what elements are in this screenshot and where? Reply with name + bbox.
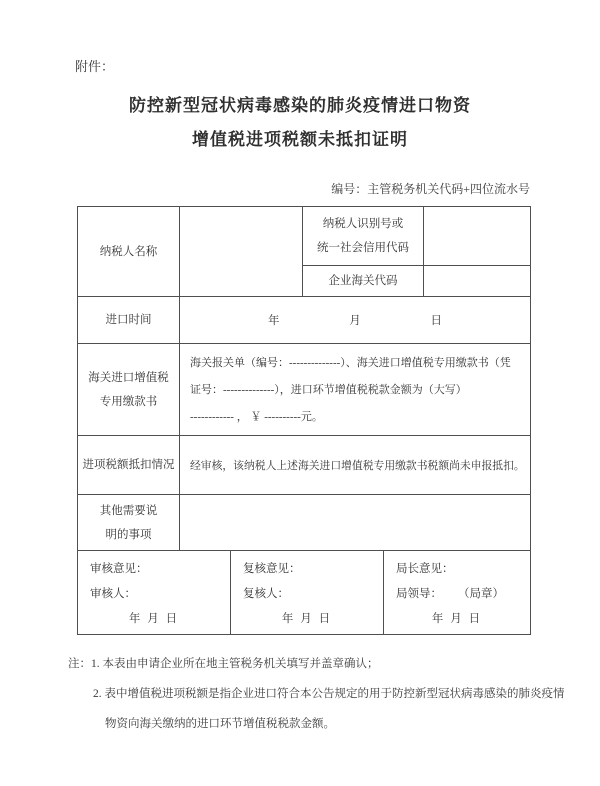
document-number: 编号：主管税务机关代码+四位流水号 bbox=[331, 182, 530, 196]
payment-cert-text-line2: 证号：--------------），进口环节增值税税款金额为（大写） bbox=[190, 384, 467, 396]
row-import-time bbox=[78, 297, 531, 344]
payment-cert-text bbox=[180, 344, 531, 436]
taxpayer-id-label-line1: 纳税人识别号或 bbox=[322, 218, 404, 230]
recheck-date: 年 月 日 bbox=[281, 613, 333, 625]
director-opinion-block bbox=[396, 560, 518, 626]
other-items-label-line2: 明的事项 bbox=[105, 528, 152, 541]
row-taxpayer bbox=[78, 207, 531, 266]
deduction-label: 进项税额抵扣情况 bbox=[78, 436, 180, 495]
taxpayer-id-field bbox=[424, 207, 531, 266]
deduction-text-cell bbox=[180, 436, 531, 495]
row-other-items bbox=[78, 495, 531, 551]
document-title-line1: 防控新型冠状病毒感染的肺炎疫情进口物资 bbox=[129, 96, 471, 115]
attachment-label: 附件： bbox=[75, 59, 115, 74]
note-2-line1: 2. 表中增值税进项税额是指企业进口符合本公告规定的用于防控新型冠状病毒感染的肺炎疫情 bbox=[93, 688, 565, 700]
import-time-month: 月 bbox=[349, 315, 361, 327]
director-person-row bbox=[396, 585, 518, 601]
note-1-row bbox=[68, 655, 600, 671]
import-time-year: 年 bbox=[268, 315, 280, 327]
customs-code-label: 企业海关代码 bbox=[303, 266, 424, 297]
payment-cert-label-line1: 海关进口增值税 bbox=[88, 371, 169, 384]
recheck-opinion-label: 复核意见： bbox=[243, 563, 301, 575]
import-time-label: 进口时间 bbox=[78, 297, 180, 344]
taxpayer-name-field bbox=[180, 207, 303, 297]
row-payment-cert bbox=[78, 344, 531, 436]
reviewer-label: 审核人： bbox=[90, 588, 136, 600]
review-opinion-label: 审核意见： bbox=[90, 563, 148, 575]
form-table bbox=[77, 206, 531, 551]
review-date: 年 月 日 bbox=[128, 613, 180, 625]
review-opinion-block bbox=[90, 560, 218, 626]
notes-label: 注： bbox=[68, 658, 91, 670]
director-opinion-cell bbox=[384, 551, 531, 635]
row-signoff bbox=[78, 551, 531, 635]
recheck-opinion-block bbox=[243, 560, 371, 626]
deduction-text: 经审核，该纳税人上述海关进口增值税专用缴款书税额尚未申报抵扣。 bbox=[190, 459, 525, 472]
director-opinion-label: 局长意见： bbox=[396, 563, 454, 575]
rechecker-label: 复核人： bbox=[243, 588, 289, 600]
taxpayer-id-label bbox=[303, 207, 424, 266]
director-date: 年 月 日 bbox=[431, 613, 483, 625]
other-items-label bbox=[78, 495, 180, 551]
customs-code-field bbox=[424, 266, 531, 297]
payment-cert-label-line2: 专用缴款书 bbox=[99, 395, 158, 408]
signoff-table bbox=[77, 550, 531, 635]
import-time-day: 日 bbox=[430, 315, 442, 327]
payment-cert-text-line3: ------------ ， ￥ ----------元。 bbox=[190, 411, 323, 423]
other-items-label-line1: 其他需要说 bbox=[99, 504, 158, 517]
director-leader-label: 局领导： bbox=[396, 588, 442, 600]
taxpayer-name-label: 纳税人名称 bbox=[78, 207, 180, 297]
notes-section bbox=[68, 655, 600, 731]
taxpayer-id-label-line2: 统一社会信用代码 bbox=[317, 242, 409, 254]
document-title-line2: 增值税进项税额未抵扣证明 bbox=[192, 130, 408, 149]
review-opinion-cell bbox=[78, 551, 231, 635]
note-2-line2: 物资向海关缴纳的进口环节增值税税款金额。 bbox=[105, 718, 335, 730]
recheck-opinion-cell bbox=[231, 551, 384, 635]
payment-cert-label bbox=[78, 344, 180, 436]
bureau-seal-label: （局章） bbox=[458, 588, 504, 600]
note-1-text: 1. 本表由申请企业所在地主管税务机关填写并盖章确认； bbox=[91, 658, 379, 670]
import-time-field bbox=[180, 297, 531, 344]
row-deduction bbox=[78, 436, 531, 495]
other-items-field bbox=[180, 495, 531, 551]
payment-cert-text-line1: 海关报关单（编号：--------------）、海关进口增值税专用缴款书（凭 bbox=[190, 357, 511, 369]
import-time-ymd bbox=[180, 312, 530, 328]
